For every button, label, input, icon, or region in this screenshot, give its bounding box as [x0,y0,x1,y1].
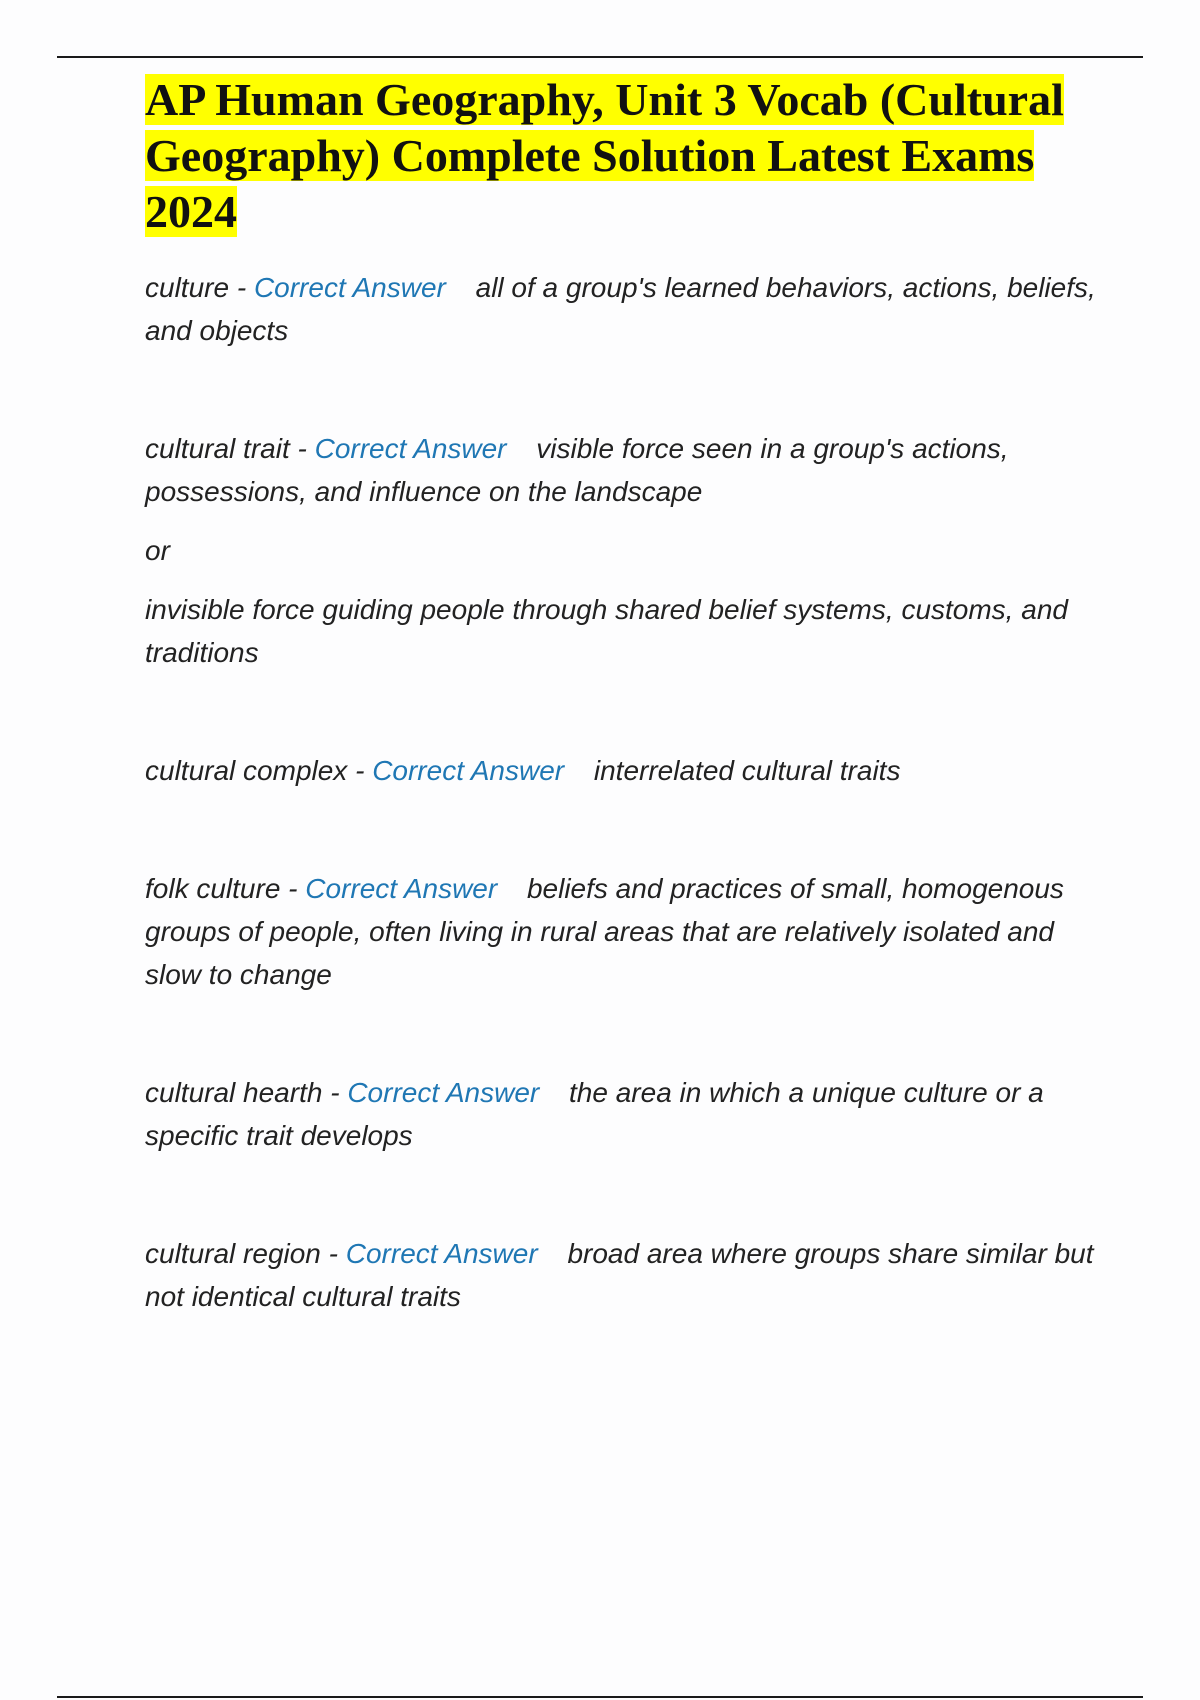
entry-definition: broad area where groups share similar but not identical cultural traits [145,1238,1094,1312]
entry-definition: beliefs and practices of small, homogenous groups of people, often living in rural areas that are relatively isolated and slow to change [145,873,1064,990]
entry-line [145,1071,1105,1157]
correct-answer-label: Correct Answer [345,1238,538,1269]
entry-term: culture - [145,272,247,303]
entry-line [145,867,1105,996]
correct-answer-label: Correct Answer [314,433,507,464]
document-title [145,72,1105,240]
entry-term: folk culture - [145,873,298,904]
entry-line [145,749,1105,792]
top-rule [57,56,1143,58]
vocab-entry-cultural-complex [145,749,1105,792]
vocab-entry-cultural-region [145,1232,1105,1318]
vocab-entry-cultural-trait [145,427,1105,674]
entry-separator: or [145,535,170,566]
correct-answer-label: Correct Answer [372,755,565,786]
correct-answer-label: Correct Answer [305,873,498,904]
document-body [145,72,1105,1318]
entry-term: cultural hearth - [145,1077,340,1108]
entry-term: cultural trait - [145,433,307,464]
entry-term: cultural complex - [145,755,365,786]
entry-definition: interrelated cultural traits [593,755,901,786]
vocab-entry-culture [145,266,1105,352]
entry-definition-alt: invisible force guiding people through shared belief systems, customs, and traditions [145,594,1068,668]
vocab-entry-cultural-hearth [145,1071,1105,1157]
entry-line [145,427,1105,513]
entry-line [145,266,1105,352]
bottom-rule [57,1696,1143,1698]
vocab-entry-folk-culture [145,867,1105,996]
entry-term: cultural region - [145,1238,338,1269]
entry-definition: all of a group's learned behaviors, actions, beliefs, and objects [145,272,1096,346]
correct-answer-label: Correct Answer [347,1077,540,1108]
entry-line [145,1232,1105,1318]
document-title-text: AP Human Geography, Unit 3 Vocab (Cultural Geography) Complete Solution Latest Exams 2024 [145,74,1064,237]
correct-answer-label: Correct Answer [253,272,446,303]
entry-definition: the area in which a unique culture or a specific trait develops [145,1077,1044,1151]
entry-definition: visible force seen in a group's actions, possessions, and influence on the landscape [145,433,1009,507]
